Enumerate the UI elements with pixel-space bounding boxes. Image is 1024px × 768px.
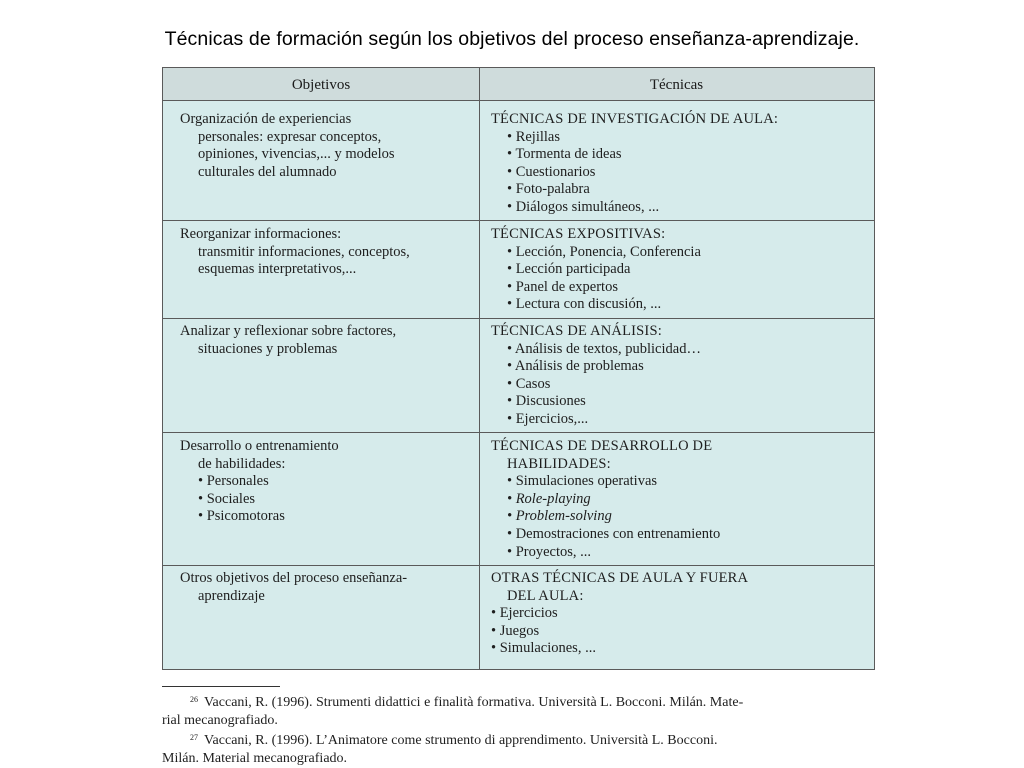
row-divider — [163, 318, 874, 319]
footnote-number: 27 — [190, 733, 198, 742]
technique-item: • Rejillas — [507, 128, 561, 145]
technique-item: • Lectura con discusión, ... — [507, 296, 662, 313]
technique-item: • Demostraciones con entrenamiento — [507, 525, 721, 542]
techniques-heading: DEL AULA: — [507, 587, 584, 604]
objective-item: • Sociales — [198, 490, 256, 507]
footnote-27-continuation: Milán. Material mecanografiado. — [162, 750, 348, 766]
objective-line: Reorganizar informaciones: — [180, 226, 342, 242]
technique-item: • Casos — [507, 375, 551, 392]
technique-item: • Tormenta de ideas — [507, 146, 622, 163]
objective-line: transmitir informaciones, conceptos, — [198, 243, 410, 260]
table-row-2-objective — [180, 226, 476, 279]
objective-line: opiniones, vivencias,... y modelos — [198, 146, 395, 163]
objective-line: situaciones y problemas — [198, 340, 338, 357]
techniques-heading: TÉCNICAS EXPOSITIVAS: — [491, 226, 666, 242]
table-header — [163, 68, 874, 101]
footnote-number: 26 — [190, 695, 198, 704]
technique-item: • Cuestionarios — [507, 163, 596, 180]
footnote-text: Vaccani, R. (1996). Strumenti didattici e finalità formativa. Università L. Bocconi. Milán. Mate- — [204, 695, 744, 710]
technique-item: • Ejercicios,... — [507, 410, 589, 427]
footnote-26-continuation: rial mecanografiado. — [162, 712, 278, 728]
techniques-table — [162, 67, 875, 670]
objective-line: Otros objetivos del proceso enseñanza- — [180, 570, 408, 586]
footnote-26 — [162, 691, 877, 712]
technique-item: • Lección, Ponencia, Conferencia — [507, 243, 701, 260]
objective-item: • Personales — [198, 473, 269, 490]
objective-line: de habilidades: — [198, 455, 286, 472]
technique-item: • Diálogos simultáneos, ... — [507, 198, 660, 215]
header-tecnicas: Técnicas — [649, 77, 704, 93]
technique-item: • Ejercicios — [491, 605, 558, 622]
technique-item: • Juegos — [491, 622, 540, 639]
table-row-1-techniques — [491, 111, 871, 217]
technique-item: • Proyectos, ... — [507, 543, 592, 560]
footnote-text: Vaccani, R. (1996). L’Animatore come strumento di apprendimento. Università L. Bocconi. — [204, 733, 718, 748]
footnotes — [162, 691, 877, 767]
technique-item: • Panel de expertos — [507, 278, 618, 295]
footnote-27 — [162, 729, 877, 750]
table-row-4-techniques — [491, 438, 871, 561]
objective-line: esquemas interpretativos,... — [198, 261, 357, 278]
technique-item: • Simulaciones operativas — [507, 473, 658, 490]
technique-item: • Lección participada — [507, 261, 631, 278]
technique-item: • Análisis de problemas — [507, 358, 644, 375]
row-divider — [163, 220, 874, 221]
techniques-heading: HABILIDADES: — [507, 455, 611, 472]
objective-line: Organización de experiencias — [180, 111, 352, 127]
table-row-3-objective — [180, 323, 476, 358]
row-divider — [163, 432, 874, 433]
objective-line: aprendizaje — [198, 587, 265, 604]
table-row-1-objective — [180, 111, 476, 181]
technique-item: • Simulaciones, ... — [491, 640, 596, 657]
technique-item: • Problem-solving — [507, 508, 612, 525]
column-divider — [479, 68, 480, 669]
technique-item: • Discusiones — [507, 393, 586, 410]
techniques-heading: TÉCNICAS DE ANÁLISIS: — [491, 323, 662, 339]
objective-line: culturales del alumnado — [198, 163, 337, 180]
header-objetivos: Objetivos — [291, 77, 351, 93]
row-divider — [163, 565, 874, 566]
technique-item: • Role-playing — [507, 490, 591, 507]
technique-item: • Foto-palabra — [507, 181, 590, 198]
footnote-divider — [162, 686, 280, 687]
technique-item: • Análisis de textos, publicidad… — [507, 340, 701, 357]
page-title: Técnicas de formación según los objetivos del proceso enseñanza-aprendizaje. — [164, 28, 860, 50]
objective-item: • Psicomotoras — [198, 508, 285, 525]
techniques-heading: TÉCNICAS DE INVESTIGACIÓN DE AULA: — [491, 111, 779, 127]
table-row-5-objective — [180, 570, 476, 605]
table-row-5-techniques — [491, 570, 871, 658]
objective-line: personales: expresar conceptos, — [198, 128, 382, 145]
techniques-heading: OTRAS TÉCNICAS DE AULA Y FUERA — [491, 570, 749, 586]
table-row-4-objective — [180, 438, 476, 526]
objective-line: Desarrollo o entrenamiento — [180, 438, 339, 454]
techniques-heading: TÉCNICAS DE DESARROLLO DE — [491, 438, 713, 454]
objective-line: Analizar y reflexionar sobre factores, — [180, 323, 397, 339]
table-row-3-techniques — [491, 323, 871, 429]
table-row-2-techniques — [491, 226, 871, 314]
